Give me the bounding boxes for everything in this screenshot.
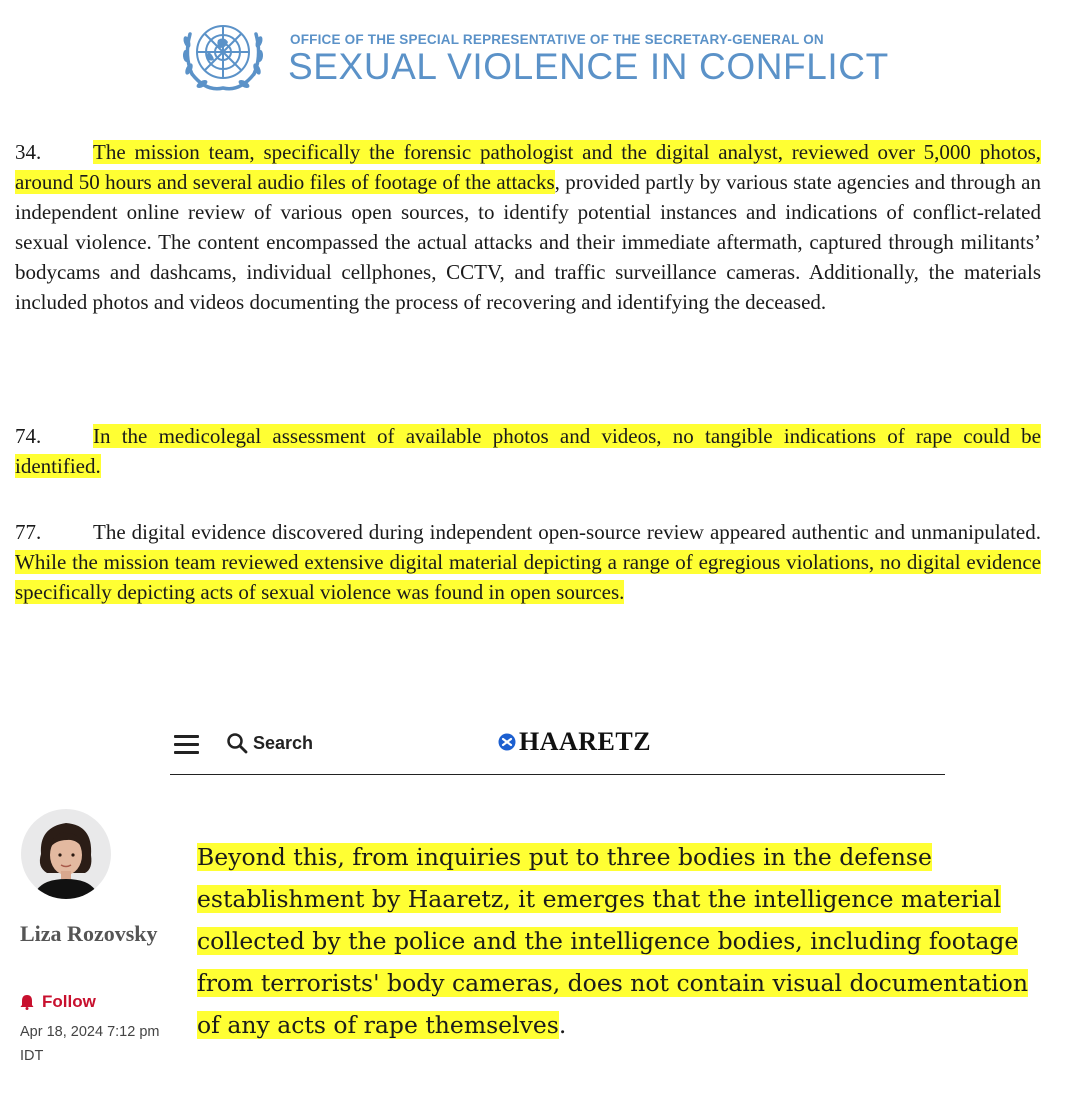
un-title: SEXUAL VIOLENCE IN CONFLICT	[288, 46, 889, 87]
follow-label: Follow	[42, 992, 96, 1011]
author-name[interactable]: Liza Rozovsky	[20, 921, 158, 946]
paragraph-text: The digital evidence discovered during independent open-source review appeared authentic and unmanipulated.	[93, 520, 1041, 544]
highlighted-text: The mission team, specifically the forensic pathologist and the digital analyst, reviewed over 5,000 photos, around 50 hours and several audio files of footage of the attacks	[15, 140, 1041, 194]
paragraph-number: 34.	[15, 140, 42, 164]
un-header	[178, 10, 889, 102]
haaretz-nav-bar	[170, 726, 945, 775]
haaretz-wordmark: HAARETZ	[519, 727, 652, 756]
paragraph-text: , provided partly by various state agencies and through an independent online review of various open sources, to identify potential instances and indications of conflict-related sexual violence. The content encompassed the actual attacks and their immediate aftermath, captured through militants’ bodycams and dashcams, individual cellphones, CCTV, and traffic surveillance cameras. Additionally, the materials included photos and videos documenting the process of recovering and identifying the deceased.	[15, 170, 1041, 314]
paragraph-34	[15, 137, 1041, 317]
paragraph-number: 74.	[15, 424, 42, 448]
highlighted-text: Beyond this, from inquiries put to three bodies in the defense establishment by Haaretz, it emerges that the intelligence material collected by the police and the intelligence bodies, including footage from terrorists' body cameras, does not contain visual documentation of any acts of rape themselves	[197, 843, 1028, 1039]
paragraph-number: 77.	[15, 520, 42, 544]
highlighted-text: In the medicolegal assessment of available photos and videos, no tangible indications of rape could be identified.	[15, 424, 1041, 478]
hamburger-menu-icon[interactable]	[174, 735, 199, 755]
haaretz-logo-icon	[498, 733, 516, 751]
follow-button[interactable]	[20, 992, 96, 1012]
article-excerpt	[197, 836, 1047, 1046]
paragraph-74	[15, 421, 1041, 481]
un-emblem-icon	[178, 12, 268, 98]
search-label[interactable]: Search	[253, 733, 314, 753]
highlighted-text: While the mission team reviewed extensive digital material depicting a range of egregious violations, no digital evidence specifically depicting acts of sexual violence was found in open sources.	[15, 550, 1041, 604]
author-avatar[interactable]	[21, 809, 111, 899]
un-office-line: OFFICE OF THE SPECIAL REPRESENTATIVE OF THE SECRETARY-GENERAL ON	[290, 32, 824, 47]
haaretz-logo[interactable]	[498, 726, 651, 758]
excerpt-end: .	[558, 1011, 567, 1039]
article-date: Apr 18, 2024 7:12 pm IDT	[20, 1024, 160, 1064]
search-icon[interactable]	[226, 732, 248, 754]
bell-icon	[20, 994, 34, 1010]
paragraph-77	[15, 517, 1041, 607]
